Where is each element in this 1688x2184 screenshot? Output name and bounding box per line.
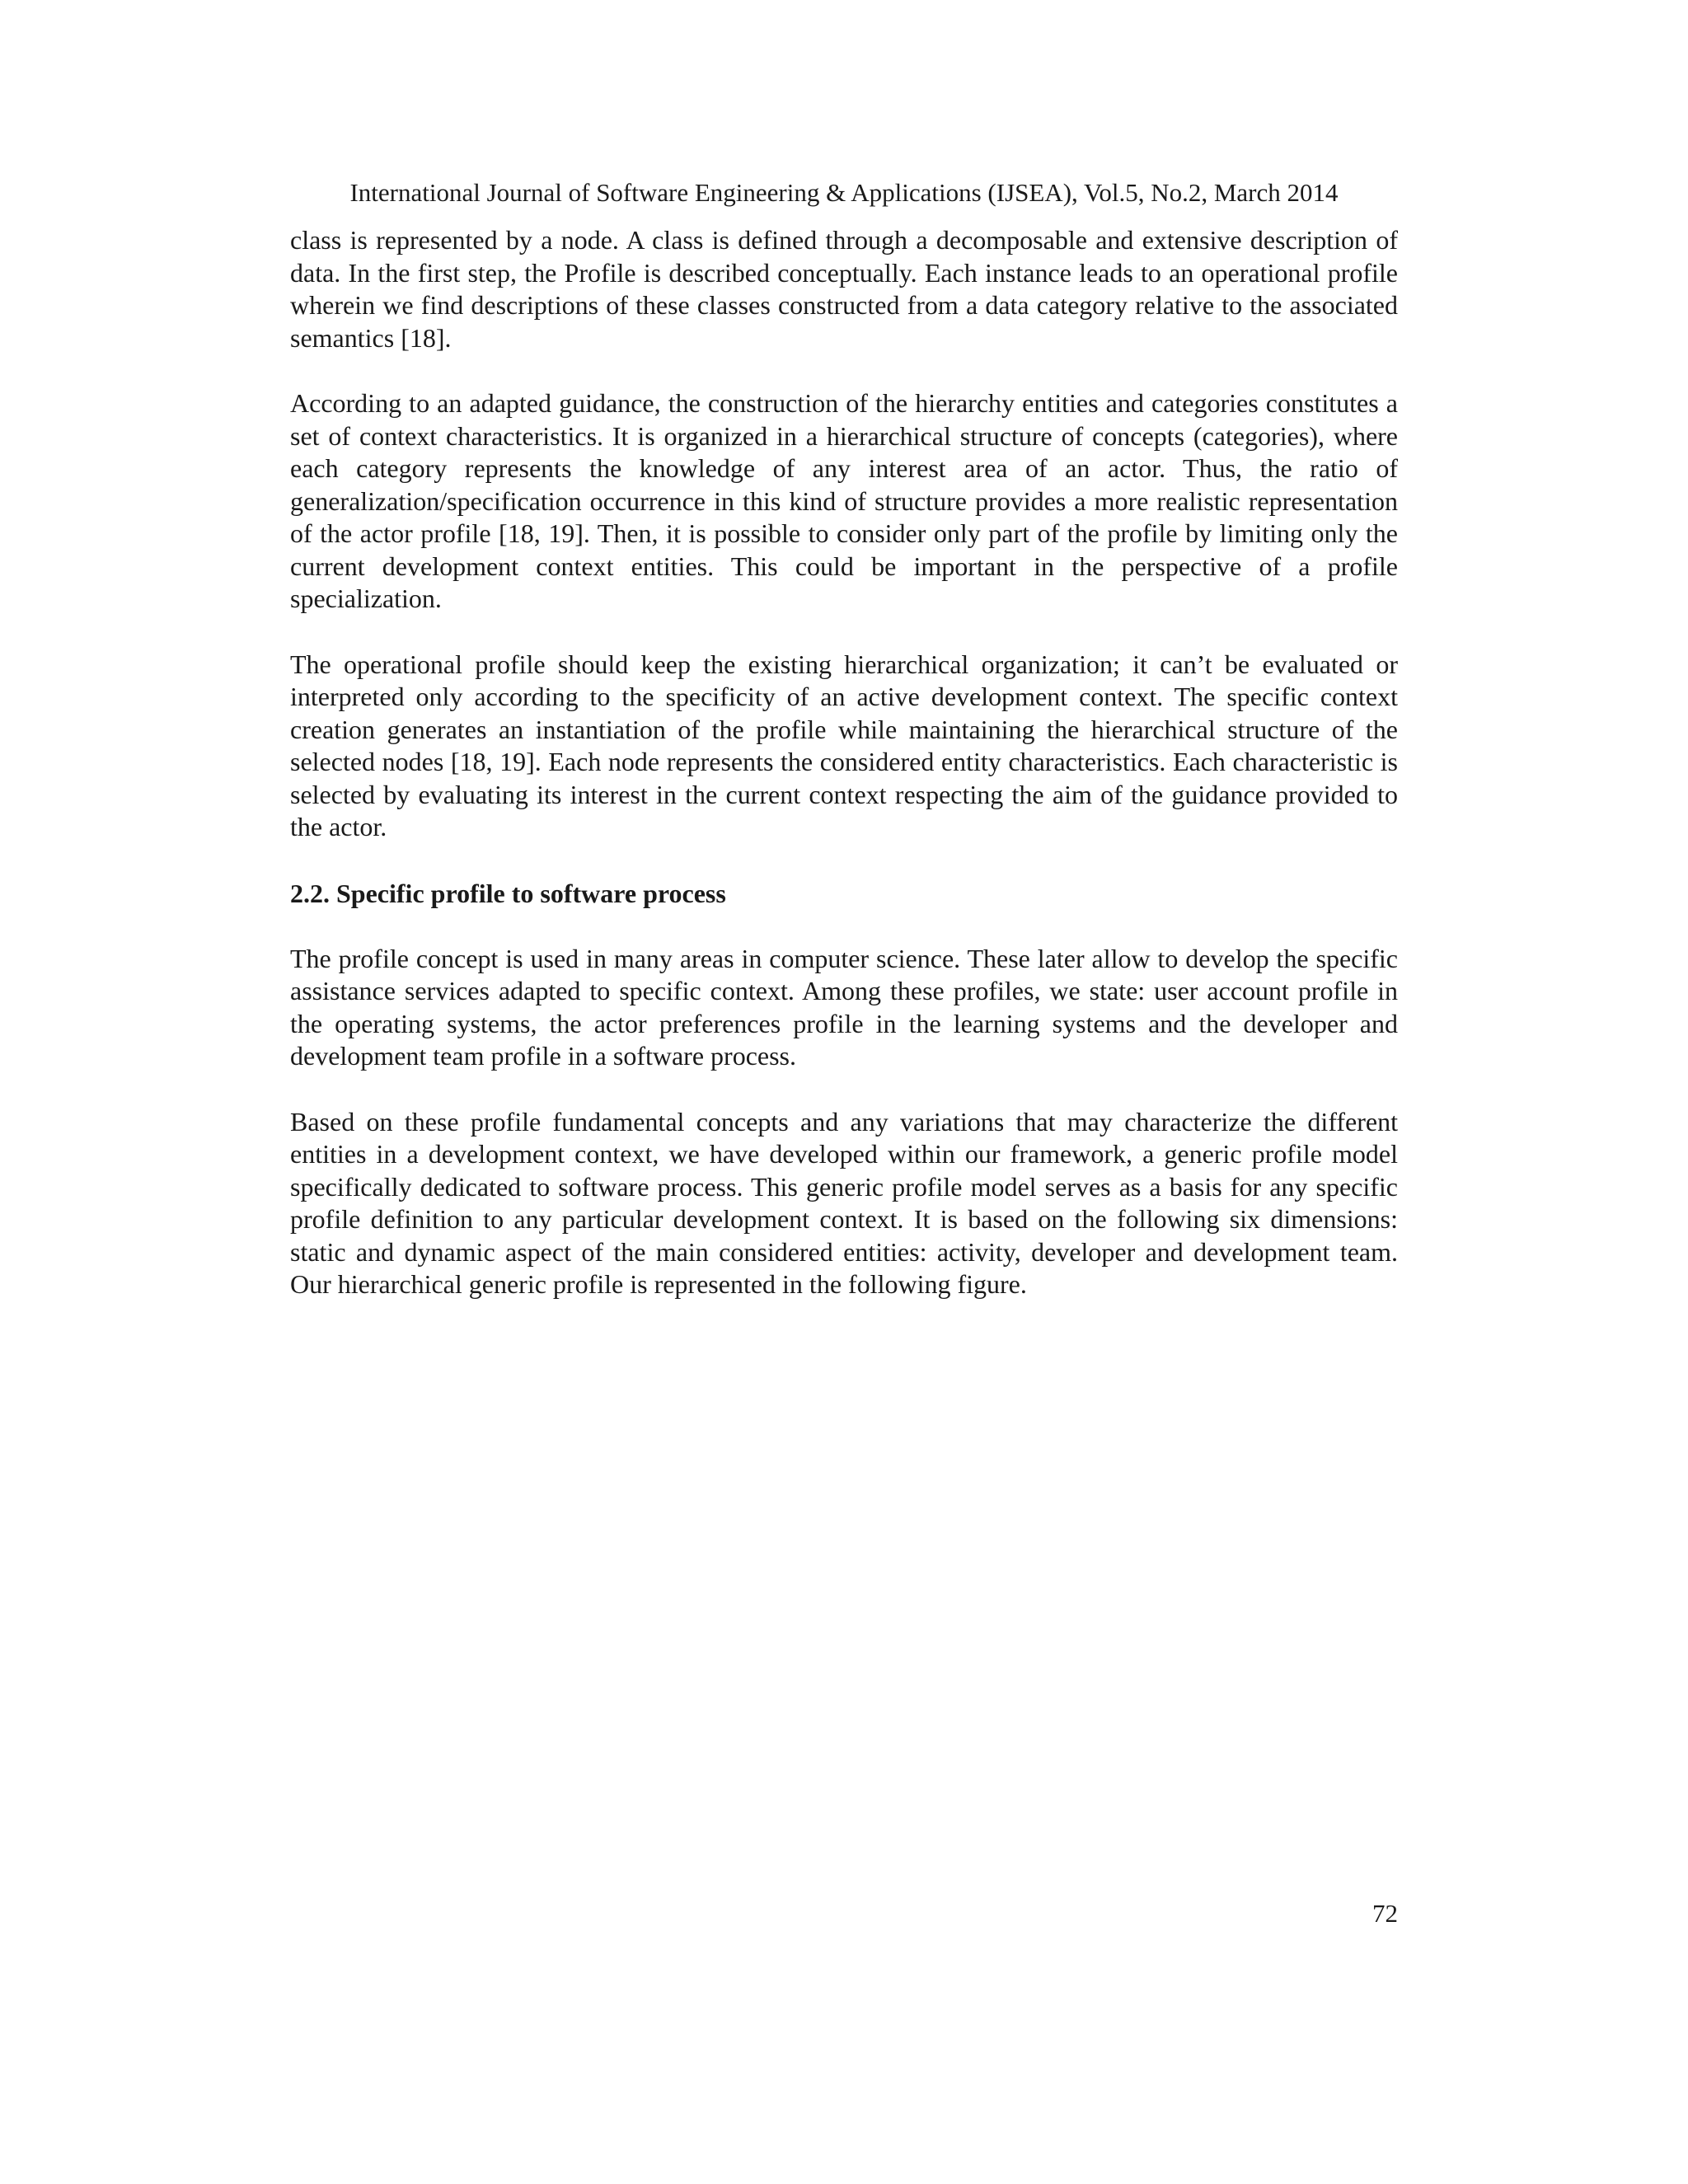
paragraph: The profile concept is used in many areas in computer science. These later allow to develop the specific assistance services adapted to specific context. Among these profiles, we state: user account profile in the operating systems, the actor preferences profile in the learning systems and the developer and development team profile in a software process. xyxy=(290,943,1398,1071)
paragraph: According to an adapted guidance, the construction of the hierarchy entities and categories constitutes a set of context characteristics. It is organized in a hierarchical structure of concepts (categories), where each category represents the knowledge of any interest area of an actor. Thus, the ratio of generalization/specification occurrence in this kind of structure provides a more realistic representation of the actor profile [18, 19]. Then, it is possible to consider only part of the profile by limiting only the current development context entities. This could be important in the perspective of a profile specialization. xyxy=(290,388,1398,613)
paragraph: Based on these profile fundamental concepts and any variations that may characterize the different entities in a development context, we have developed within our framework, a generic profile model specifically dedicated to software process. This generic profile model serves as a basis for any specific profile definition to any particular development context. It is based on the following six dimensions: static and dynamic aspect of the main considered entities: activity, developer and development team. Our hierarchical generic profile is represented in the following figure. xyxy=(290,1106,1398,1299)
paragraph: The operational profile should keep the existing hierarchical organization; it can’t be evaluated or interpreted only according to the specificity of an active development context. The specific context creation generates an instantiation of the profile while maintaining the hierarchical structure of the selected nodes [18, 19]. Each node represents the considered entity characteristics. Each characteristic is selected by evaluating its interest in the current context respecting the aim of the guidance provided to the actor. xyxy=(290,649,1398,841)
paragraph: class is represented by a node. A class is defined through a decomposable and extensive description of data. In the first step, the Profile is described conceptually. Each instance leads to an operational profile wherein we find descriptions of these classes constructed from a data category relative to the associated semantics [18]. xyxy=(290,225,1398,353)
section-heading: 2.2. Specific profile to software process xyxy=(290,878,726,908)
page-body xyxy=(290,224,1398,1334)
page-number: 72 xyxy=(1372,1899,1398,1928)
running-header: International Journal of Software Engineering & Applications (IJSEA), Vol.5, No.2, March 2014 xyxy=(349,178,1339,207)
